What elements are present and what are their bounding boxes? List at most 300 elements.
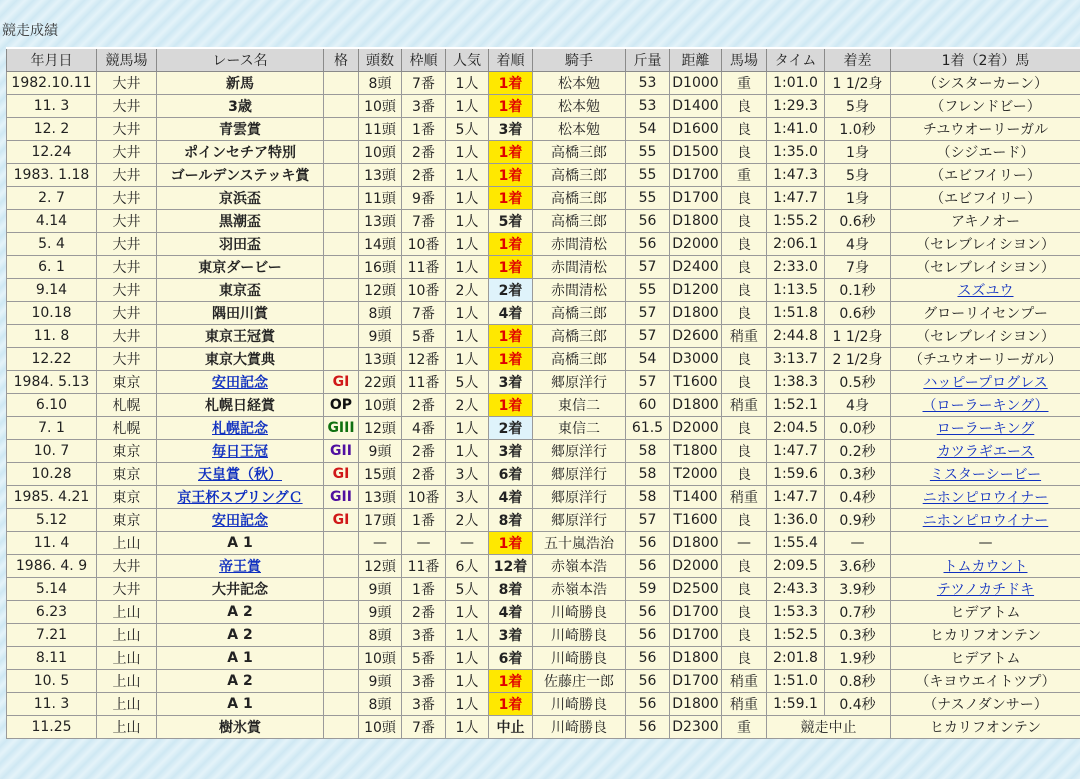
cell-grade	[324, 233, 359, 256]
cell-weight: 56	[626, 716, 670, 739]
cell-distance: D1700	[670, 670, 722, 693]
cell-date: 10. 7	[7, 440, 97, 463]
cell-margin: 1.9秒	[825, 647, 891, 670]
cell-popularity: 1人	[446, 210, 489, 233]
cell-position: 1着	[489, 164, 533, 187]
cell-date: 10. 5	[7, 670, 97, 693]
cell-grade	[324, 601, 359, 624]
cell-winner-link[interactable]: ミスターシービー	[929, 467, 1042, 483]
cell-distance: T2000	[670, 463, 722, 486]
cell-popularity: 1人	[446, 141, 489, 164]
cell-jockey: 高橋三郎	[533, 210, 626, 233]
cell-course: 東京	[97, 371, 157, 394]
cell-distance: D1500	[670, 141, 722, 164]
cell-jockey: 郷原洋行	[533, 371, 626, 394]
cell-position: 3着	[489, 440, 533, 463]
cell-winner-link[interactable]: カツラギエース	[936, 444, 1035, 460]
cell-distance: D1700	[670, 601, 722, 624]
cell-race-name: 青雲賞	[157, 118, 324, 141]
cell-race-name: A 1	[157, 647, 324, 670]
cell-distance: D2000	[670, 555, 722, 578]
cell-distance: D1400	[670, 95, 722, 118]
cell-jockey: 川崎勝良	[533, 647, 626, 670]
cell-race-name	[157, 555, 324, 578]
cell-popularity: 1人	[446, 647, 489, 670]
cell-gate: 3番	[402, 624, 446, 647]
cell-going: 重	[722, 716, 767, 739]
cell-grade	[324, 716, 359, 739]
cell-distance: D1800	[670, 394, 722, 417]
table-row	[7, 141, 1080, 164]
cell-grade	[324, 279, 359, 302]
cell-field-size: —	[359, 532, 402, 555]
header-gate: 枠順	[402, 48, 446, 72]
cell-distance: D2000	[670, 417, 722, 440]
cell-winner	[891, 417, 1080, 440]
cell-going: 良	[722, 348, 767, 371]
cell-jockey: 東信二	[533, 417, 626, 440]
cell-weight: 57	[626, 256, 670, 279]
cell-winner: ヒデアトム	[891, 647, 1080, 670]
cell-jockey: 川崎勝良	[533, 624, 626, 647]
cell-margin: 0.8秒	[825, 670, 891, 693]
cell-going: 良	[722, 647, 767, 670]
cell-distance: D1800	[670, 532, 722, 555]
cell-race-name-link[interactable]: 毎日王冠	[212, 444, 268, 460]
cell-position: 1着	[489, 394, 533, 417]
cell-course: 大井	[97, 325, 157, 348]
cell-gate: 3番	[402, 693, 446, 716]
cell-winner-link[interactable]: ニホンピロウイナー	[922, 490, 1049, 506]
cell-race-name-link[interactable]: 京王杯スプリングＣ	[177, 490, 303, 506]
cell-popularity: 5人	[446, 371, 489, 394]
cell-winner: （セレブレイシヨン）	[891, 325, 1080, 348]
cell-going: 良	[722, 417, 767, 440]
cell-winner-link[interactable]: ニホンピロウイナー	[922, 513, 1049, 529]
cell-winner: ヒカリフオンテン	[891, 716, 1080, 739]
cell-weight: 55	[626, 141, 670, 164]
cell-winner: （フレンドビー）	[891, 95, 1080, 118]
cell-position: 1着	[489, 72, 533, 95]
cell-popularity: 1人	[446, 440, 489, 463]
header-distance: 距離	[670, 48, 722, 72]
cell-winner-link[interactable]: ローラーキング	[936, 421, 1035, 437]
cell-position: 6着	[489, 647, 533, 670]
cell-popularity: 3人	[446, 463, 489, 486]
cell-race-name: 東京ダービー	[157, 256, 324, 279]
cell-gate: —	[402, 532, 446, 555]
cell-field-size: 9頭	[359, 670, 402, 693]
cell-popularity: 1人	[446, 325, 489, 348]
cell-distance: D1000	[670, 72, 722, 95]
cell-jockey: 五十嵐浩治	[533, 532, 626, 555]
cell-race-name	[157, 509, 324, 532]
cell-weight: 55	[626, 164, 670, 187]
cell-distance: D1800	[670, 210, 722, 233]
cell-race-name	[157, 417, 324, 440]
table-row	[7, 716, 1080, 739]
cell-position: 1着	[489, 256, 533, 279]
cell-jockey: 郷原洋行	[533, 463, 626, 486]
cell-grade	[324, 164, 359, 187]
cell-date: 10.18	[7, 302, 97, 325]
cell-time: 1:59.6	[767, 463, 825, 486]
cell-popularity: 1人	[446, 164, 489, 187]
cell-time: 1:38.3	[767, 371, 825, 394]
cell-grade: GI	[324, 463, 359, 486]
cell-weight: 58	[626, 440, 670, 463]
cell-field-size: 15頭	[359, 463, 402, 486]
cell-date: 9.14	[7, 279, 97, 302]
cell-time: 競走中止	[767, 716, 891, 739]
cell-position: 1着	[489, 141, 533, 164]
cell-gate: 5番	[402, 325, 446, 348]
cell-time: 2:09.5	[767, 555, 825, 578]
cell-gate: 2番	[402, 141, 446, 164]
cell-weight: 53	[626, 72, 670, 95]
cell-field-size: 22頭	[359, 371, 402, 394]
cell-race-name: 隅田川賞	[157, 302, 324, 325]
cell-winner	[891, 371, 1080, 394]
cell-race-name: 大井記念	[157, 578, 324, 601]
header-weight: 斤量	[626, 48, 670, 72]
cell-race-name-link[interactable]: 安田記念	[212, 513, 268, 529]
cell-time: 1:13.5	[767, 279, 825, 302]
cell-going: 稍重	[722, 486, 767, 509]
cell-distance: T1600	[670, 509, 722, 532]
cell-popularity: 2人	[446, 509, 489, 532]
cell-jockey: 高橋三郎	[533, 348, 626, 371]
cell-gate: 10番	[402, 486, 446, 509]
cell-field-size: 12頭	[359, 555, 402, 578]
cell-popularity: 1人	[446, 187, 489, 210]
table-row	[7, 440, 1080, 463]
cell-gate: 2番	[402, 394, 446, 417]
cell-gate: 10番	[402, 233, 446, 256]
cell-time: 1:36.0	[767, 509, 825, 532]
cell-course: 大井	[97, 141, 157, 164]
cell-race-name: 東京大賞典	[157, 348, 324, 371]
cell-jockey: 赤間清松	[533, 256, 626, 279]
cell-weight: 57	[626, 325, 670, 348]
cell-field-size: 11頭	[359, 118, 402, 141]
cell-grade	[324, 325, 359, 348]
cell-jockey: 高橋三郎	[533, 164, 626, 187]
cell-time: 1:29.3	[767, 95, 825, 118]
cell-winner: チユウオーリーガル	[891, 118, 1080, 141]
cell-distance: T1600	[670, 371, 722, 394]
cell-grade	[324, 693, 359, 716]
cell-winner: アキノオー	[891, 210, 1080, 233]
header-course: 競馬場	[97, 48, 157, 72]
table-row	[7, 578, 1080, 601]
cell-weight: 56	[626, 555, 670, 578]
cell-position: 3着	[489, 118, 533, 141]
cell-time: 1:53.3	[767, 601, 825, 624]
cell-margin: 1 1/2身	[825, 72, 891, 95]
cell-date: 6.23	[7, 601, 97, 624]
cell-gate: 7番	[402, 72, 446, 95]
cell-race-name-link[interactable]: 安田記念	[212, 375, 268, 391]
cell-weight: 56	[626, 693, 670, 716]
cell-winner-link[interactable]: トムカウント	[943, 559, 1028, 575]
cell-going: 良	[722, 302, 767, 325]
cell-winner	[891, 440, 1080, 463]
cell-gate: 1番	[402, 578, 446, 601]
cell-winner: グローリイセンプー	[891, 302, 1080, 325]
cell-time: 1:47.7	[767, 486, 825, 509]
cell-grade	[324, 532, 359, 555]
table-row	[7, 417, 1080, 440]
cell-race-name: 黒潮盃	[157, 210, 324, 233]
cell-winner: （チユウオーリーガル）	[891, 348, 1080, 371]
cell-race-name	[157, 440, 324, 463]
cell-date: 12.22	[7, 348, 97, 371]
cell-course: 大井	[97, 348, 157, 371]
cell-course: 大井	[97, 256, 157, 279]
cell-course: 大井	[97, 279, 157, 302]
header-position: 着順	[489, 48, 533, 72]
cell-field-size: 10頭	[359, 394, 402, 417]
cell-race-name: 樹氷賞	[157, 716, 324, 739]
table-row	[7, 233, 1080, 256]
cell-jockey: 赤間清松	[533, 233, 626, 256]
cell-field-size: 8頭	[359, 693, 402, 716]
cell-jockey: 松本勉	[533, 118, 626, 141]
cell-course: 上山	[97, 716, 157, 739]
cell-date: 5.14	[7, 578, 97, 601]
cell-going: 良	[722, 601, 767, 624]
cell-margin: 0.7秒	[825, 601, 891, 624]
cell-winner	[891, 279, 1080, 302]
cell-going: 稍重	[722, 670, 767, 693]
cell-jockey: 高橋三郎	[533, 187, 626, 210]
cell-winner	[891, 394, 1080, 417]
cell-race-name: A 2	[157, 601, 324, 624]
cell-date: 4.14	[7, 210, 97, 233]
cell-gate: 3番	[402, 670, 446, 693]
cell-date: 1984. 5.13	[7, 371, 97, 394]
table-row	[7, 164, 1080, 187]
cell-race-name	[157, 486, 324, 509]
cell-course: 上山	[97, 647, 157, 670]
table-row	[7, 187, 1080, 210]
cell-popularity: 1人	[446, 72, 489, 95]
cell-race-name-link[interactable]: 天皇賞（秋）	[198, 467, 282, 483]
cell-popularity: 6人	[446, 555, 489, 578]
cell-winner: —	[891, 532, 1080, 555]
cell-jockey: 郷原洋行	[533, 509, 626, 532]
header-time: タイム	[767, 48, 825, 72]
cell-position: 5着	[489, 210, 533, 233]
cell-winner	[891, 555, 1080, 578]
table-row	[7, 371, 1080, 394]
cell-field-size: 8頭	[359, 72, 402, 95]
cell-going: —	[722, 532, 767, 555]
cell-race-name: A 1	[157, 693, 324, 716]
cell-distance: D2600	[670, 325, 722, 348]
cell-winner-link[interactable]: ハッピープログレス	[923, 375, 1048, 391]
cell-winner-link[interactable]: （ローラーキング）	[922, 398, 1049, 414]
cell-position: 1着	[489, 532, 533, 555]
header-race-name: レース名	[157, 48, 324, 72]
cell-date: 1983. 1.18	[7, 164, 97, 187]
cell-jockey: 川崎勝良	[533, 601, 626, 624]
cell-field-size: 8頭	[359, 302, 402, 325]
cell-going: 良	[722, 256, 767, 279]
cell-popularity: 1人	[446, 716, 489, 739]
cell-winner-link[interactable]: スズユウ	[957, 283, 1014, 299]
cell-distance: D1700	[670, 164, 722, 187]
cell-weight: 60	[626, 394, 670, 417]
cell-race-name-link[interactable]: 札幌記念	[212, 421, 268, 437]
cell-grade	[324, 187, 359, 210]
cell-going: 良	[722, 509, 767, 532]
cell-winner-link[interactable]: テツノカチドキ	[936, 582, 1035, 598]
cell-going: 良	[722, 210, 767, 233]
cell-field-size: 14頭	[359, 233, 402, 256]
cell-position: 2着	[489, 279, 533, 302]
cell-margin: 0.1秒	[825, 279, 891, 302]
cell-winner: （シジエード）	[891, 141, 1080, 164]
cell-weight: 57	[626, 509, 670, 532]
cell-grade	[324, 302, 359, 325]
cell-winner: （エビフイリー）	[891, 187, 1080, 210]
cell-time: 1:01.0	[767, 72, 825, 95]
table-row	[7, 256, 1080, 279]
cell-distance: D2500	[670, 578, 722, 601]
cell-going: 良	[722, 463, 767, 486]
cell-jockey: 松本勉	[533, 95, 626, 118]
cell-course: 大井	[97, 578, 157, 601]
cell-field-size: 11頭	[359, 187, 402, 210]
cell-date: 11. 3	[7, 95, 97, 118]
cell-field-size: 9頭	[359, 325, 402, 348]
cell-weight: 56	[626, 233, 670, 256]
cell-margin: 5身	[825, 95, 891, 118]
cell-jockey: 佐藤庄一郎	[533, 670, 626, 693]
cell-position: 4着	[489, 302, 533, 325]
cell-popularity: 1人	[446, 693, 489, 716]
cell-weight: 57	[626, 302, 670, 325]
cell-field-size: 17頭	[359, 509, 402, 532]
cell-going: 良	[722, 371, 767, 394]
cell-position: 4着	[489, 601, 533, 624]
cell-distance: D1200	[670, 279, 722, 302]
cell-popularity: 1人	[446, 95, 489, 118]
cell-popularity: 2人	[446, 279, 489, 302]
cell-popularity: 1人	[446, 302, 489, 325]
cell-date: 11. 8	[7, 325, 97, 348]
cell-time: 1:52.1	[767, 394, 825, 417]
cell-going: 良	[722, 578, 767, 601]
cell-time: 1:59.1	[767, 693, 825, 716]
cell-weight: 58	[626, 486, 670, 509]
cell-date: 12.24	[7, 141, 97, 164]
cell-course: 上山	[97, 532, 157, 555]
table-row	[7, 601, 1080, 624]
cell-popularity: 5人	[446, 578, 489, 601]
cell-time: 1:51.0	[767, 670, 825, 693]
cell-going: 良	[722, 624, 767, 647]
table-row	[7, 670, 1080, 693]
cell-popularity: 1人	[446, 233, 489, 256]
cell-jockey: 赤嶺本浩	[533, 578, 626, 601]
cell-grade	[324, 118, 359, 141]
cell-date: 7.21	[7, 624, 97, 647]
cell-gate: 7番	[402, 716, 446, 739]
cell-time: 1:47.7	[767, 187, 825, 210]
cell-time: 2:04.5	[767, 417, 825, 440]
cell-popularity: 2人	[446, 394, 489, 417]
cell-distance: D2300	[670, 716, 722, 739]
cell-time: 1:51.8	[767, 302, 825, 325]
race-results-table	[6, 47, 1080, 739]
cell-position: 1着	[489, 95, 533, 118]
table-row	[7, 486, 1080, 509]
cell-race-name	[157, 463, 324, 486]
cell-field-size: 13頭	[359, 348, 402, 371]
cell-course: 東京	[97, 440, 157, 463]
cell-field-size: 10頭	[359, 141, 402, 164]
cell-position: 中止	[489, 716, 533, 739]
cell-weight: 53	[626, 95, 670, 118]
cell-weight: 56	[626, 210, 670, 233]
cell-date: 11.25	[7, 716, 97, 739]
cell-race-name-link[interactable]: 帝王賞	[219, 559, 261, 575]
cell-jockey: 郷原洋行	[533, 440, 626, 463]
cell-distance: D1600	[670, 118, 722, 141]
cell-course: 東京	[97, 463, 157, 486]
cell-time: 2:44.8	[767, 325, 825, 348]
cell-time: 2:33.0	[767, 256, 825, 279]
cell-grade	[324, 72, 359, 95]
cell-margin: 1.0秒	[825, 118, 891, 141]
cell-margin: 2 1/2身	[825, 348, 891, 371]
cell-field-size: 13頭	[359, 164, 402, 187]
cell-race-name: 羽田盃	[157, 233, 324, 256]
cell-position: 1着	[489, 670, 533, 693]
cell-grade	[324, 141, 359, 164]
cell-race-name: ポインセチア特別	[157, 141, 324, 164]
cell-time: 2:43.3	[767, 578, 825, 601]
cell-grade	[324, 624, 359, 647]
cell-grade	[324, 578, 359, 601]
table-row	[7, 210, 1080, 233]
cell-race-name: 札幌日経賞	[157, 394, 324, 417]
cell-course: 札幌	[97, 417, 157, 440]
cell-jockey: 高橋三郎	[533, 141, 626, 164]
cell-grade: GI	[324, 371, 359, 394]
header-margin: 着差	[825, 48, 891, 72]
cell-course: 上山	[97, 624, 157, 647]
cell-winner: （エビフイリー）	[891, 164, 1080, 187]
cell-gate: 12番	[402, 348, 446, 371]
cell-course: 大井	[97, 72, 157, 95]
table-row	[7, 325, 1080, 348]
cell-winner: （ナスノダンサー）	[891, 693, 1080, 716]
cell-popularity: 1人	[446, 348, 489, 371]
cell-date: 6. 1	[7, 256, 97, 279]
cell-margin: 0.2秒	[825, 440, 891, 463]
cell-time: 2:01.8	[767, 647, 825, 670]
table-row	[7, 509, 1080, 532]
cell-margin: 7身	[825, 256, 891, 279]
cell-gate: 2番	[402, 164, 446, 187]
cell-race-name: A 2	[157, 670, 324, 693]
cell-time: 1:55.4	[767, 532, 825, 555]
cell-date: 2. 7	[7, 187, 97, 210]
